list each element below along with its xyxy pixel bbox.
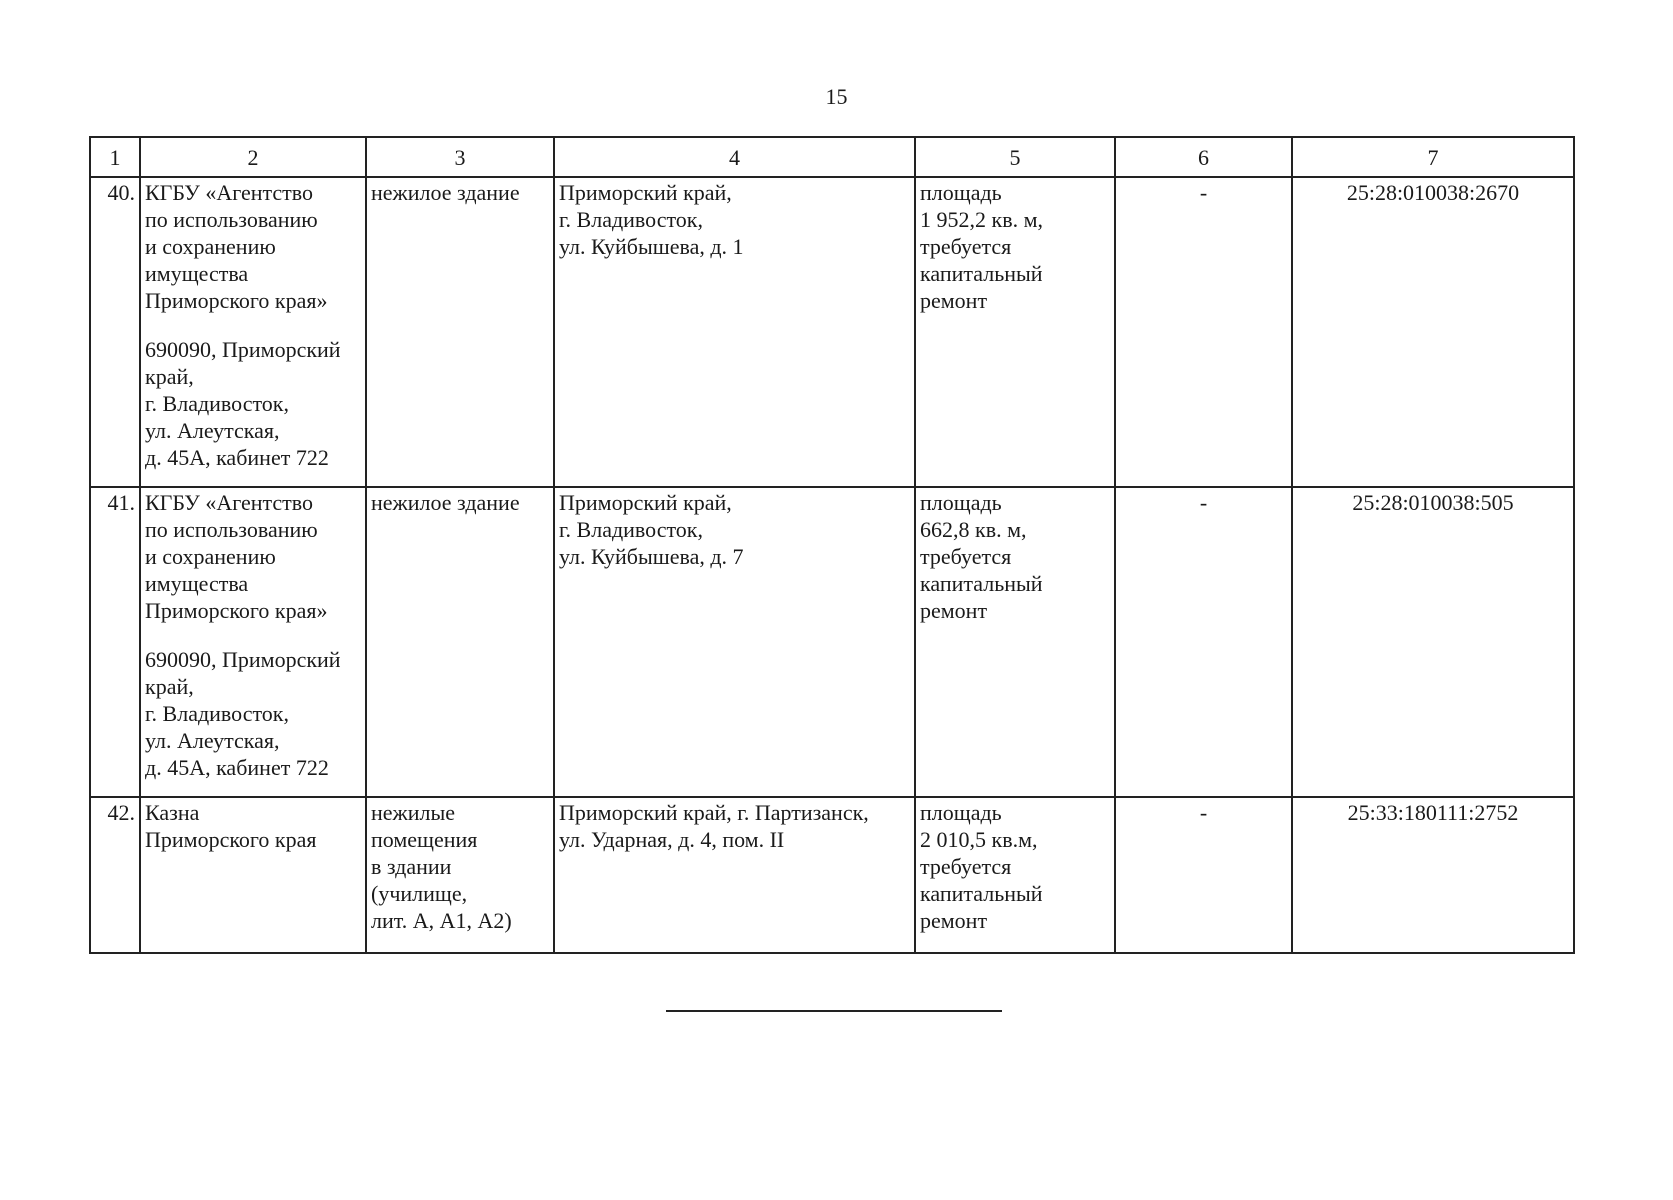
column-header: 6: [1115, 137, 1292, 177]
column-number-row: [90, 137, 1574, 177]
owner-cell: [140, 487, 366, 797]
object-location: Приморский край, г. Партизанск, ул. Ударная, д. 4, пом. II: [554, 797, 915, 953]
owner-name: Казна Приморского края: [145, 800, 317, 852]
column-6-value: -: [1115, 177, 1292, 487]
object-characteristics: площадь 2 010,5 кв.м, требуется капитальный ремонт: [915, 797, 1115, 953]
row-number: 40.: [90, 177, 140, 487]
column-header: 4: [554, 137, 915, 177]
page-number: 15: [825, 84, 848, 109]
closing-rule: [666, 1010, 1002, 1012]
column-6-value: -: [1115, 797, 1292, 953]
cadastral-number: 25:28:010038:2670: [1292, 177, 1574, 487]
column-header: 7: [1292, 137, 1574, 177]
owner-address: 690090, Приморский край, г. Владивосток, ул. Алеутская, д. 45А, кабинет 722: [145, 647, 341, 780]
column-header: 1: [90, 137, 140, 177]
object-location: Приморский край, г. Владивосток, ул. Куйбышева, д. 1: [554, 177, 915, 487]
column-6-value: -: [1115, 487, 1292, 797]
owner-cell: [140, 797, 366, 953]
table-row: [90, 177, 1574, 487]
column-header: 2: [140, 137, 366, 177]
owner-name: КГБУ «Агентство по использованию и сохранению имущества Приморского края»: [145, 490, 328, 623]
owner-address: 690090, Приморский край, г. Владивосток, ул. Алеутская, д. 45А, кабинет 722: [145, 337, 341, 470]
column-header: 5: [915, 137, 1115, 177]
table-row: [90, 797, 1574, 953]
row-number: 42.: [90, 797, 140, 953]
table-row: [90, 487, 1574, 797]
property-table: [89, 136, 1575, 954]
column-header: 3: [366, 137, 554, 177]
cadastral-number: 25:33:180111:2752: [1292, 797, 1574, 953]
cadastral-number: 25:28:010038:505: [1292, 487, 1574, 797]
object-type: нежилые помещения в здании (училище, лит. А, А1, А2): [366, 797, 554, 953]
object-type: нежилое здание: [366, 177, 554, 487]
object-type: нежилое здание: [366, 487, 554, 797]
object-characteristics: площадь 662,8 кв. м, требуется капитальный ремонт: [915, 487, 1115, 797]
owner-cell: [140, 177, 366, 487]
row-number: 41.: [90, 487, 140, 797]
object-characteristics: площадь 1 952,2 кв. м, требуется капитальный ремонт: [915, 177, 1115, 487]
owner-name: КГБУ «Агентство по использованию и сохранению имущества Приморского края»: [145, 180, 328, 313]
object-location: Приморский край, г. Владивосток, ул. Куйбышева, д. 7: [554, 487, 915, 797]
